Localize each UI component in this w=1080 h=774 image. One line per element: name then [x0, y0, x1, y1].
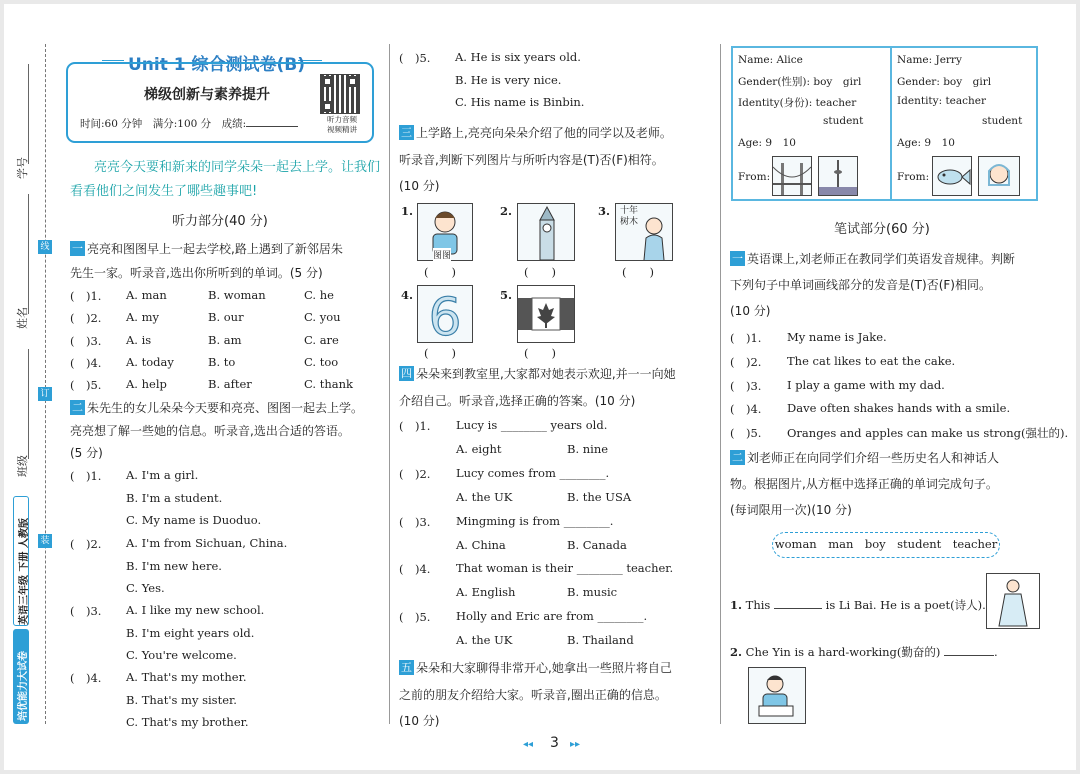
w2-sentence-1: 1. This is Li Bai. He is a poet(诗人). — [730, 598, 986, 612]
number-six-icon — [418, 286, 472, 342]
margin-zhuang: 装 — [38, 534, 52, 548]
s4-question: Mingming is from ________. — [456, 513, 614, 528]
s1-option-c: C. thank — [304, 377, 353, 392]
s1-answer-5[interactable]: ( )5. — [70, 378, 102, 393]
s2-instruction-3: (5 分) — [70, 446, 103, 460]
svg-text:6: 6 — [428, 288, 462, 342]
s1-option-a: A. man — [126, 288, 167, 302]
s3-answer-4[interactable]: ( ) — [424, 346, 456, 360]
w1-sentence: The cat likes to eat the cake. — [787, 353, 956, 368]
s4-answer-2[interactable]: ( )2. — [399, 466, 431, 481]
s3-instruction-2: 听录音,判断下列图片与所听内容是(T)否(F)相符。 — [399, 153, 664, 167]
s1-answer-4[interactable]: ( )4. — [70, 355, 102, 370]
poet-icon — [987, 574, 1039, 628]
s4-instruction-1: 四 朵朵来到教室里,大家都对她表示欢迎,并一一向她 — [401, 367, 676, 381]
fish-icon — [933, 157, 971, 195]
card-gender[interactable]: Gender(性别): boy girl — [738, 76, 862, 88]
w1-answer-1[interactable]: ( )1. — [730, 331, 762, 345]
canada-flag-icon — [518, 286, 574, 342]
card-identity-option[interactable]: student — [823, 115, 864, 127]
listening-heading: 听力部分(40 分) — [172, 214, 268, 229]
s2-option-b: B. I'm a student. — [126, 490, 223, 505]
portrait-icon — [979, 157, 1019, 195]
s1-answer-2[interactable]: ( )2. — [70, 311, 102, 326]
s2-option-c: C. Yes. — [126, 581, 165, 595]
pic3-caption: 十年 树木 — [620, 206, 639, 227]
s1-option-c: C. too — [304, 354, 339, 369]
margin-name: 姓名 — [16, 307, 29, 329]
s4-option-a: A. China — [456, 537, 506, 552]
s2-answer-3[interactable]: ( )3. — [70, 604, 102, 618]
s1-instruction-2: 先生一家。听录音,选出你所听到的单词。(5 分) — [70, 266, 323, 280]
bridge-icon — [773, 157, 811, 195]
s4-question: Holly and Eric are from ________. — [456, 609, 648, 624]
s2-option-b: B. He is very nice. — [455, 72, 562, 87]
w1-instruction-3: (10 分) — [730, 304, 771, 318]
exam-page — [4, 4, 1076, 770]
pic1-caption: 图图 — [433, 248, 451, 261]
s1-option-c: C. are — [304, 332, 339, 347]
s4-option-a: A. the UK — [456, 633, 513, 648]
s2-option-c: C. That's my brother. — [126, 715, 249, 729]
w2-instruction-2: 物。根据图片,从方框中选择正确的单词完成句子。 — [730, 477, 998, 491]
card-from: From: — [897, 171, 930, 183]
s4-option-a: A. English — [456, 585, 516, 600]
subtitle: 梯级创新与素养提升 — [144, 87, 270, 103]
margin-student-id: 学号 — [16, 157, 29, 179]
exam-info: 时间:60 分钟 满分:100 分 成绩: — [80, 116, 298, 131]
s2-answer-5[interactable]: ( )5. — [399, 51, 431, 65]
s3-picture-2 — [517, 203, 575, 261]
margin-line — [28, 64, 29, 164]
s3-picture-4 — [417, 285, 473, 343]
writing-heading: 笔试部分(60 分) — [834, 222, 930, 237]
card-identity-option[interactable]: student — [982, 115, 1023, 127]
s4-option-b: B. Canada — [567, 537, 627, 552]
s1-answer-1[interactable]: ( )1. — [70, 289, 102, 303]
s2-answer-4[interactable]: ( )4. — [70, 671, 102, 685]
qr-caption: 听力音频 视频精讲 — [327, 115, 357, 134]
word-bank: woman man boy student teacher — [772, 532, 1000, 558]
series-tag — [13, 629, 29, 724]
s2-option-a: A. That's my mother. — [126, 670, 247, 684]
s2-answer-1[interactable]: ( )1. — [70, 469, 102, 483]
title: Unit 1 综合测试卷(B) — [128, 55, 306, 75]
s1-instruction-1: 一 亮亮和图图早上一起去学校,路上遇到了新邻居朱 — [72, 242, 343, 256]
s4-answer-5[interactable]: ( )5. — [399, 610, 431, 625]
card-gender[interactable]: Gender: boy girl — [897, 76, 992, 88]
s5-instruction-3: (10 分) — [399, 714, 440, 728]
prev-page-arrows[interactable]: ◂◂ — [523, 739, 534, 750]
w2-sentence-2: 2. Che Yin is a hard-working(勤奋的) . — [730, 645, 998, 659]
s3-picture-5 — [517, 285, 575, 343]
s2-instruction-1: 二 朱先生的女儿朵朵今天要和亮亮、图图一起去上学。 — [72, 401, 364, 415]
book-label: 英语三年级 下册 人教版 — [19, 518, 30, 625]
margin-xian: 线 — [38, 240, 52, 254]
s3-label-4: 4. — [401, 288, 414, 302]
title-deco-left — [102, 60, 124, 61]
tower-icon — [819, 157, 857, 195]
card-age[interactable]: Age: 9 10 — [738, 137, 796, 149]
s1-option-b: B. am — [208, 332, 242, 347]
s4-option-b: B. nine — [567, 442, 609, 456]
w1-instruction-2: 下列句子中单词画线部分的发音是(T)否(F)相同。 — [730, 278, 991, 292]
w1-sentence: My name is Jake. — [787, 330, 887, 344]
s5-instruction-1: 五 朵朵和大家聊得非常开心,她拿出一些照片将自己 — [401, 661, 672, 675]
s3-instruction-1: 三 上学路上,亮亮向朵朵介绍了他的同学以及老师。 — [401, 126, 672, 140]
card-name: Name: Jerry — [897, 54, 962, 66]
s2-option-b: B. That's my sister. — [126, 692, 237, 707]
margin-line — [28, 194, 29, 314]
s2-option-a: A. He is six years old. — [455, 50, 581, 64]
s4-option-b: B. music — [567, 585, 618, 600]
s4-option-b: B. Thailand — [567, 633, 634, 648]
w1-sentence: I play a game with my dad. — [787, 377, 945, 392]
w1-answer-3[interactable]: ( )3. — [730, 378, 762, 393]
s2-option-a: A. I like my new school. — [126, 603, 265, 617]
w2-instruction-1: 二 刘老师正在向同学们介绍一些历史名人和神话人 — [732, 451, 1000, 465]
binding-line — [45, 44, 46, 724]
s2-option-b: B. I'm new here. — [126, 558, 222, 573]
s2-option-a: A. I'm from Sichuan, China. — [126, 536, 288, 550]
s3-label-3: 3. — [598, 204, 611, 218]
s5-instruction-2: 之前的朋友介绍给大家。听录音,圈出正确的信息。 — [399, 688, 667, 702]
s1-option-b: B. our — [208, 310, 244, 325]
w2-instruction-3: (每词限用一次)(10 分) — [730, 503, 852, 517]
intro-line1: 亮亮今天要和新来的同学朵朵一起去上学。让我们 — [94, 160, 381, 175]
s2-answer-2[interactable]: ( )2. — [70, 537, 102, 551]
s2-instruction-2: 亮亮想了解一些她的信息。听录音,选出合适的答语。 — [70, 424, 350, 438]
s4-answer-3[interactable]: ( )3. — [399, 514, 431, 529]
next-page-arrows[interactable]: ▸▸ — [570, 739, 581, 750]
s3-label-1: 1. — [401, 204, 414, 218]
s1-option-a: A. is — [126, 332, 152, 347]
w1-sentence: Dave often shakes hands with a smile. — [787, 401, 1011, 416]
margin-ding: 订 — [38, 387, 52, 401]
w1-instruction-1: 一 英语课上,刘老师正在教同学们英语发音规律。判断 — [732, 252, 1015, 266]
s4-question: Lucy comes from ________. — [456, 465, 610, 480]
w1-answer-5[interactable]: ( )5. — [730, 426, 762, 441]
s1-option-a: A. today — [126, 354, 174, 369]
s2-option-c: C. My name is Duoduo. — [126, 513, 262, 527]
girl-portrait-photo — [978, 156, 1020, 196]
s1-option-c: C. he — [304, 288, 334, 302]
s3-answer-3[interactable]: ( ) — [622, 265, 654, 279]
card-name: Name: Alice — [738, 54, 803, 66]
cn-tower-photo — [818, 156, 858, 196]
s3-answer-5[interactable]: ( ) — [524, 346, 556, 360]
s1-answer-3[interactable]: ( )3. — [70, 333, 102, 348]
margin-class: 班级 — [16, 455, 29, 477]
s3-label-2: 2. — [500, 204, 513, 218]
card-identity[interactable]: Identity(身份): teacher — [738, 97, 857, 109]
s1-option-b: B. to — [208, 354, 236, 369]
s2-option-c: C. His name is Binbin. — [455, 95, 585, 109]
s1-option-b: B. woman — [208, 288, 266, 302]
s4-answer-4[interactable]: ( )4. — [399, 562, 431, 577]
s4-answer-1[interactable]: ( )1. — [399, 419, 431, 433]
margin-line — [28, 349, 29, 459]
s1-option-c: C. you — [304, 310, 341, 325]
page-number: 3 — [550, 735, 559, 751]
fish-photo — [932, 156, 972, 196]
s2-option-c: C. You're welcome. — [126, 648, 237, 662]
column-divider — [389, 44, 390, 724]
qr-code[interactable] — [320, 74, 360, 114]
w1-sentence: Oranges and apples can make us strong(强壮的). — [787, 426, 1069, 441]
book-tag — [13, 496, 29, 626]
card-identity[interactable]: Identity: teacher — [897, 95, 987, 107]
s2-option-b: B. I'm eight years old. — [126, 625, 255, 640]
s3-label-5: 5. — [500, 288, 513, 302]
li-bai-picture — [986, 573, 1040, 629]
s4-option-a: A. eight — [456, 442, 502, 456]
s4-question: Lucy is ________ years old. — [456, 418, 608, 432]
big-ben-icon — [518, 204, 574, 260]
s1-option-b: B. after — [208, 377, 252, 392]
card-age[interactable]: Age: 9 10 — [897, 137, 955, 149]
s4-instruction-2: 介绍自己。听录音,选择正确的答案。(10 分) — [399, 394, 636, 408]
boy-reading-icon — [749, 668, 805, 723]
intro-line2: 看看他们之间发生了哪些趣事吧! — [70, 184, 258, 199]
s1-option-a: A. my — [126, 310, 160, 325]
s2-option-a: A. I'm a girl. — [126, 468, 199, 482]
w1-answer-2[interactable]: ( )2. — [730, 354, 762, 369]
s3-instruction-3: (10 分) — [399, 179, 440, 193]
s4-question: That woman is their ________ teacher. — [456, 561, 674, 576]
card-from: From: — [738, 171, 771, 183]
s3-answer-1[interactable]: ( ) — [424, 265, 456, 279]
che-yin-picture — [748, 667, 806, 724]
series-label: 培优能力大试卷 — [18, 651, 29, 721]
s3-picture-1 — [417, 203, 473, 261]
s3-answer-2[interactable]: ( ) — [524, 265, 556, 279]
s3-picture-3 — [615, 203, 673, 261]
column-divider — [720, 44, 721, 724]
s4-option-a: A. the UK — [456, 489, 513, 504]
w1-answer-4[interactable]: ( )4. — [730, 402, 762, 417]
golden-gate-photo — [772, 156, 812, 196]
s4-option-b: B. the USA — [567, 489, 632, 504]
s1-option-a: A. help — [126, 377, 167, 392]
